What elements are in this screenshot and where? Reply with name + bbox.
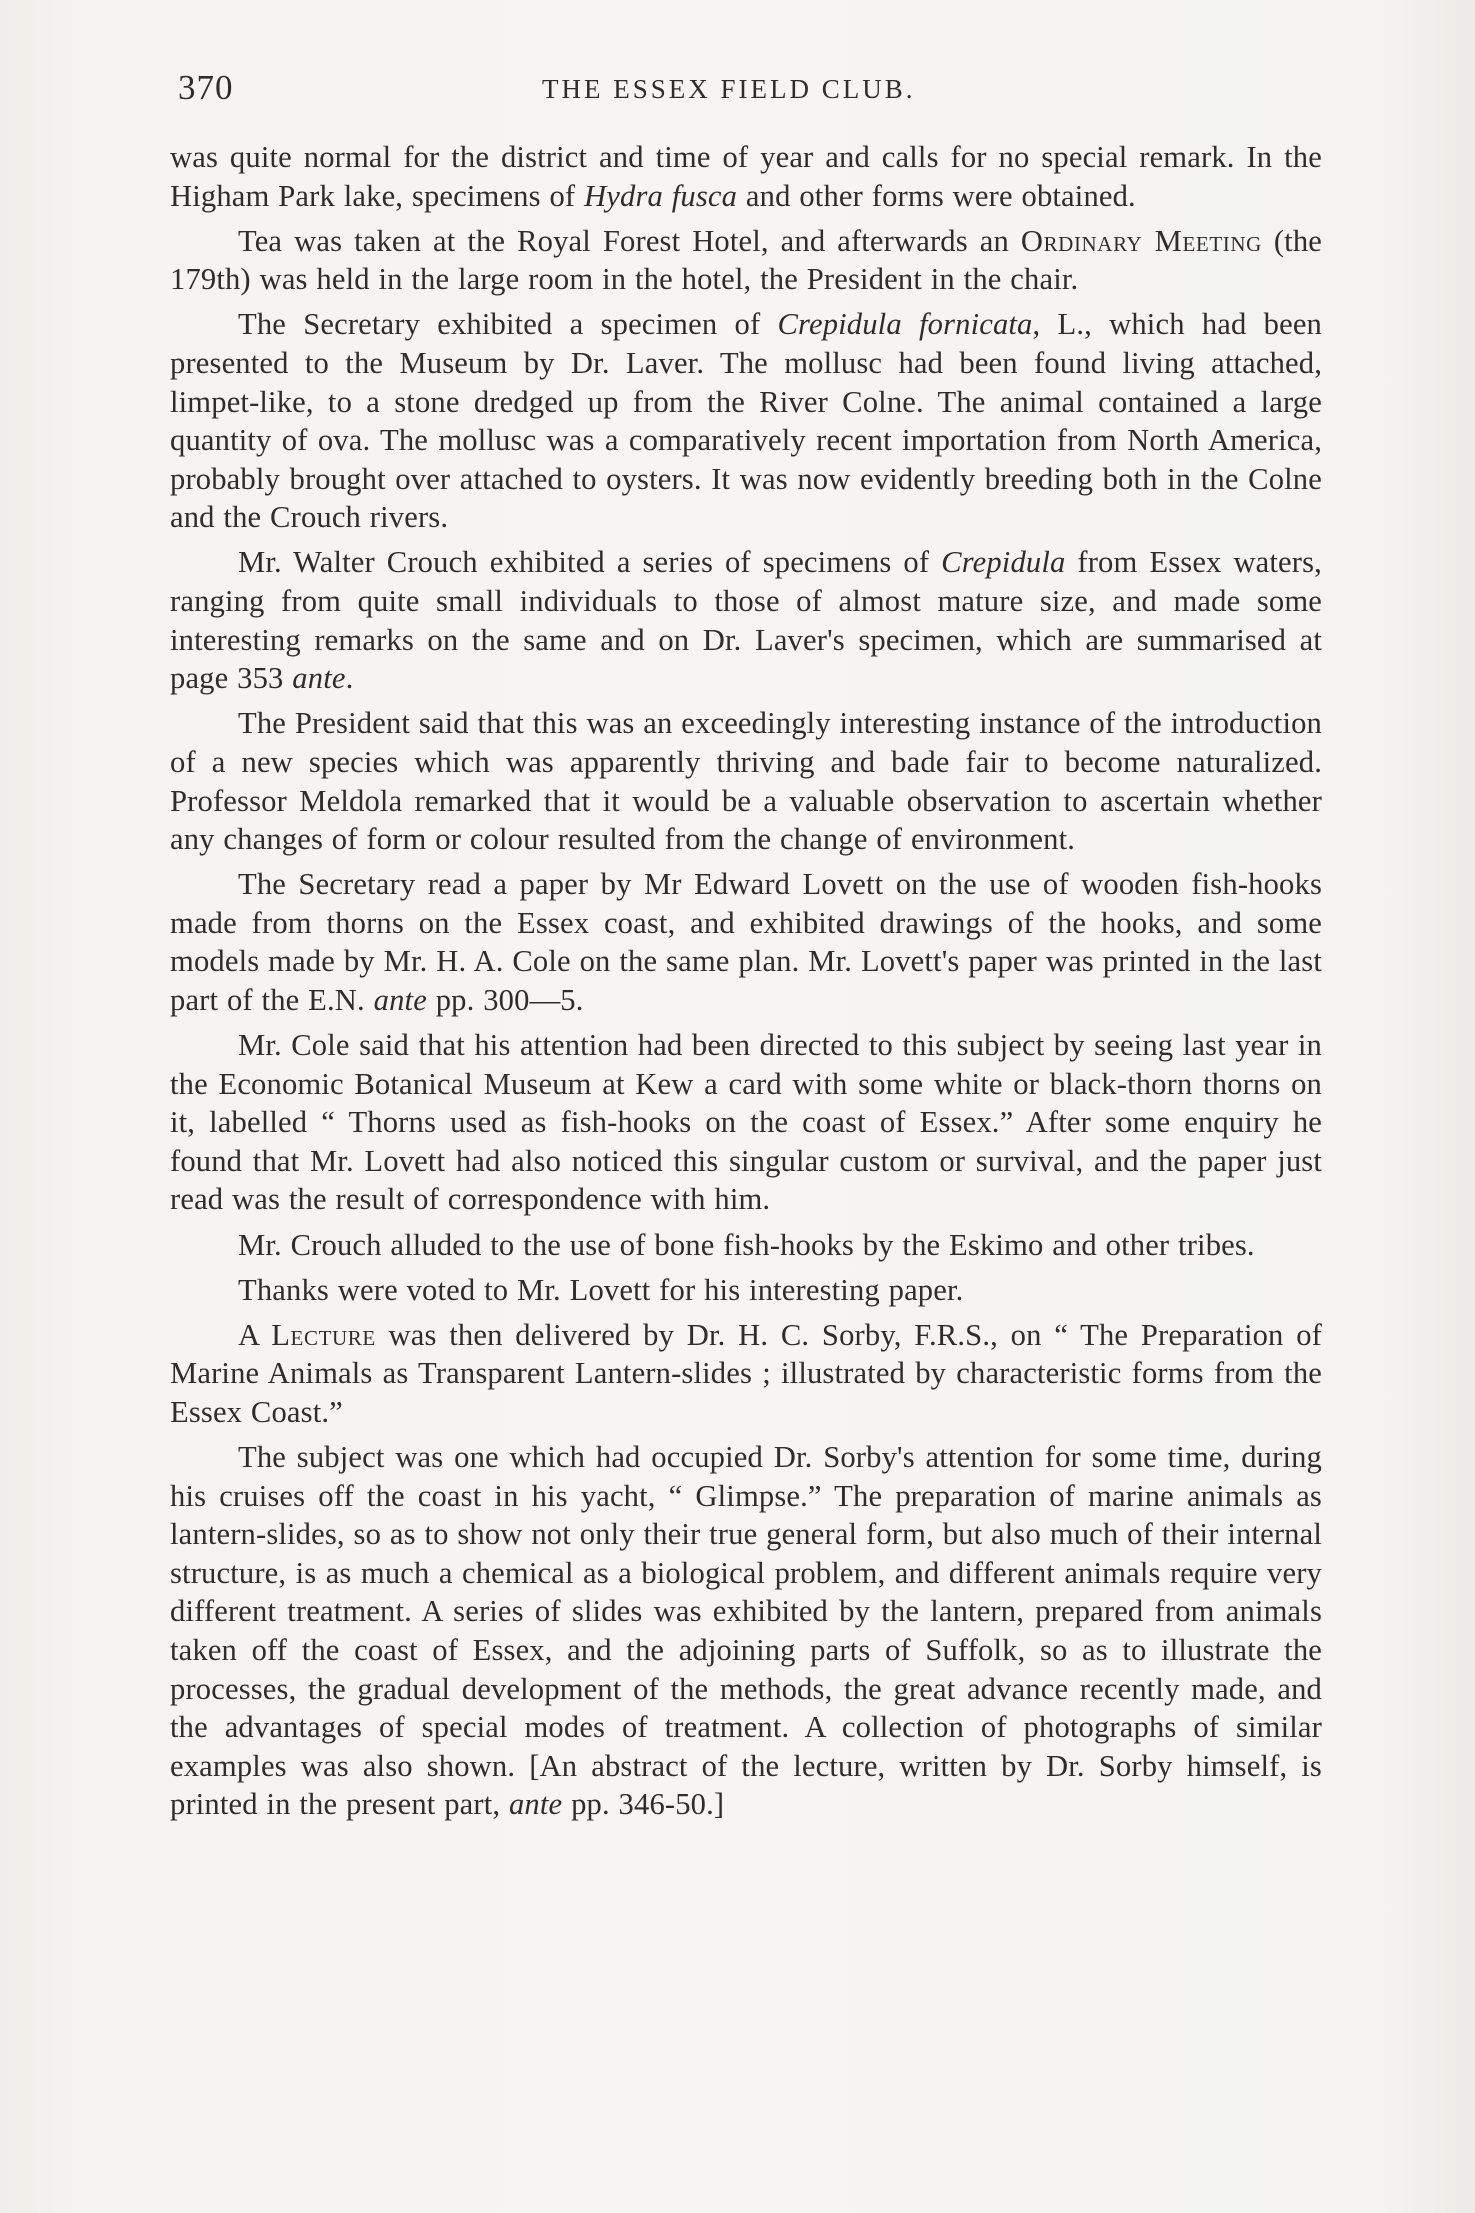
text-run: from Essex waters, ranging from quite small individuals to those of almost mature size, and made some interesting remarks on the same and on Dr. Laver's specimen, which are summarised at page 353 bbox=[170, 545, 1322, 696]
text-run: The President said that this was an exceedingly interesting instance of the introduction of a new species which was apparently thriving and bade fair to become naturalized. Professor Meldola remarked that it would be a valuable observation to ascertain whether any changes of form or colour resulted from the change of environment. bbox=[170, 706, 1322, 857]
text-run: and other forms were obtained. bbox=[737, 178, 1136, 213]
running-head bbox=[172, 68, 1322, 118]
text-run: Mr. Crouch alluded to the use of bone fish-hooks by the Eskimo and other tribes. bbox=[238, 1227, 1255, 1262]
species-name: Crepidula bbox=[941, 545, 1066, 580]
species-name: Hydra fusca bbox=[584, 178, 738, 213]
text-run: Tea was taken at the Royal Forest Hotel, and afterwards an bbox=[238, 223, 1021, 258]
text-run: . bbox=[345, 661, 354, 696]
text-run: pp. 346-50.] bbox=[562, 1787, 725, 1822]
paragraph-continuation bbox=[170, 138, 1322, 215]
text-run: Mr. Cole said that his attention had been directed to this subject by seeing last year in the Economic Botanical Museum at Kew a card with some white or black-thorn thorns on it, labelled “ Thorns used as fish-hooks on the coast of Essex.” After some enquiry he found that Mr. Lovett had also noticed this singular custom or survival, and the paper just read was the result of correspondence with him. bbox=[170, 1028, 1322, 1217]
lecture-heading: Lecture bbox=[271, 1317, 376, 1352]
text-run: The Secretary exhibited a specimen of bbox=[238, 307, 778, 342]
text-run: Thanks were voted to Mr. Lovett for his interesting paper. bbox=[238, 1272, 964, 1307]
text-run: pp. 300—5. bbox=[426, 982, 584, 1017]
text-run: Mr. Walter Crouch exhibited a series of specimens of bbox=[238, 545, 942, 580]
paragraph-thanks bbox=[170, 1271, 1322, 1310]
species-name: Crepidula fornicata bbox=[777, 307, 1033, 342]
paragraph-lecture bbox=[170, 1316, 1322, 1432]
ante-reference: ante bbox=[373, 982, 427, 1017]
paragraph-lovett-paper bbox=[170, 865, 1322, 1019]
text-run: (the 179th) was held in the large room in the hotel, the President in the chair. bbox=[170, 223, 1322, 297]
paragraph-cole bbox=[170, 1026, 1322, 1219]
text-run: The Secretary read a paper by Mr Edward Lovett on the use of wooden fish-hooks made from thorns on the Essex coast, and exhibited drawings of the hooks, and some models made by Mr. H. A. Cole on the same plan. Mr. Lovett's paper was printed in the last part of the E.N. bbox=[170, 867, 1322, 1017]
paragraph-secretary-specimen bbox=[170, 305, 1322, 537]
paragraph-tea bbox=[170, 222, 1322, 299]
text-run: was then delivered by Dr. H. C. Sorby, F.R.S., on “ The Preparation of Marine Animals as Transparent Lantern-slides ; illustrated by characteristic forms from the Essex Coast.” bbox=[170, 1317, 1322, 1429]
paragraph-president bbox=[170, 704, 1322, 858]
body-text bbox=[170, 138, 1322, 1830]
text-run: The subject was one which had occupied Dr. Sorby's attention for some time, during his cruises off the coast in his yacht, “ Glimpse.” The preparation of marine animals as lantern-slides, so as to show not only their true general form, but also much of their internal structure, is as much a chemical as a biological problem, and different animals require very different treatment. A series of slides was exhibited by the lantern, prepared from animals taken off the coast of Essex, and the adjoining parts of Suffolk, so as to illustrate the processes, the gradual development of the methods, the great advance recently made, and the advantages of special modes of treatment. A collection of photographs of similar examples was also shown. [An abstract of the lecture, written by Dr. Sorby himself, is printed in the present part, bbox=[170, 1440, 1322, 1822]
ante-reference: ante bbox=[508, 1787, 563, 1822]
running-title: THE ESSEX FIELD CLUB. bbox=[542, 74, 916, 104]
ante-reference: ante bbox=[292, 661, 346, 696]
text-run: was quite normal for the district and time of year and calls for no special remark. In the Higham Park lake, specimens of bbox=[170, 140, 1322, 213]
paragraph-crouch-exhibit bbox=[170, 543, 1322, 697]
text-run: , L., which had been presented to the Museum by Dr. Laver. The mollusc had been found living attached, limpet-like, to a stone dredged up from the River Colne. The animal contained a large quantity of ova. The mollusc was a comparatively recent importation from North America, probably brought over attached to oysters. It was now evidently breeding both in the Colne and the Crouch rivers. bbox=[170, 307, 1322, 535]
meeting-heading: Ordinary Meeting bbox=[1020, 223, 1262, 258]
text-run: A bbox=[238, 1317, 272, 1352]
paragraph-sorby bbox=[170, 1438, 1322, 1824]
paragraph-crouch-eskimo bbox=[170, 1226, 1322, 1265]
page-number: 370 bbox=[178, 68, 234, 107]
